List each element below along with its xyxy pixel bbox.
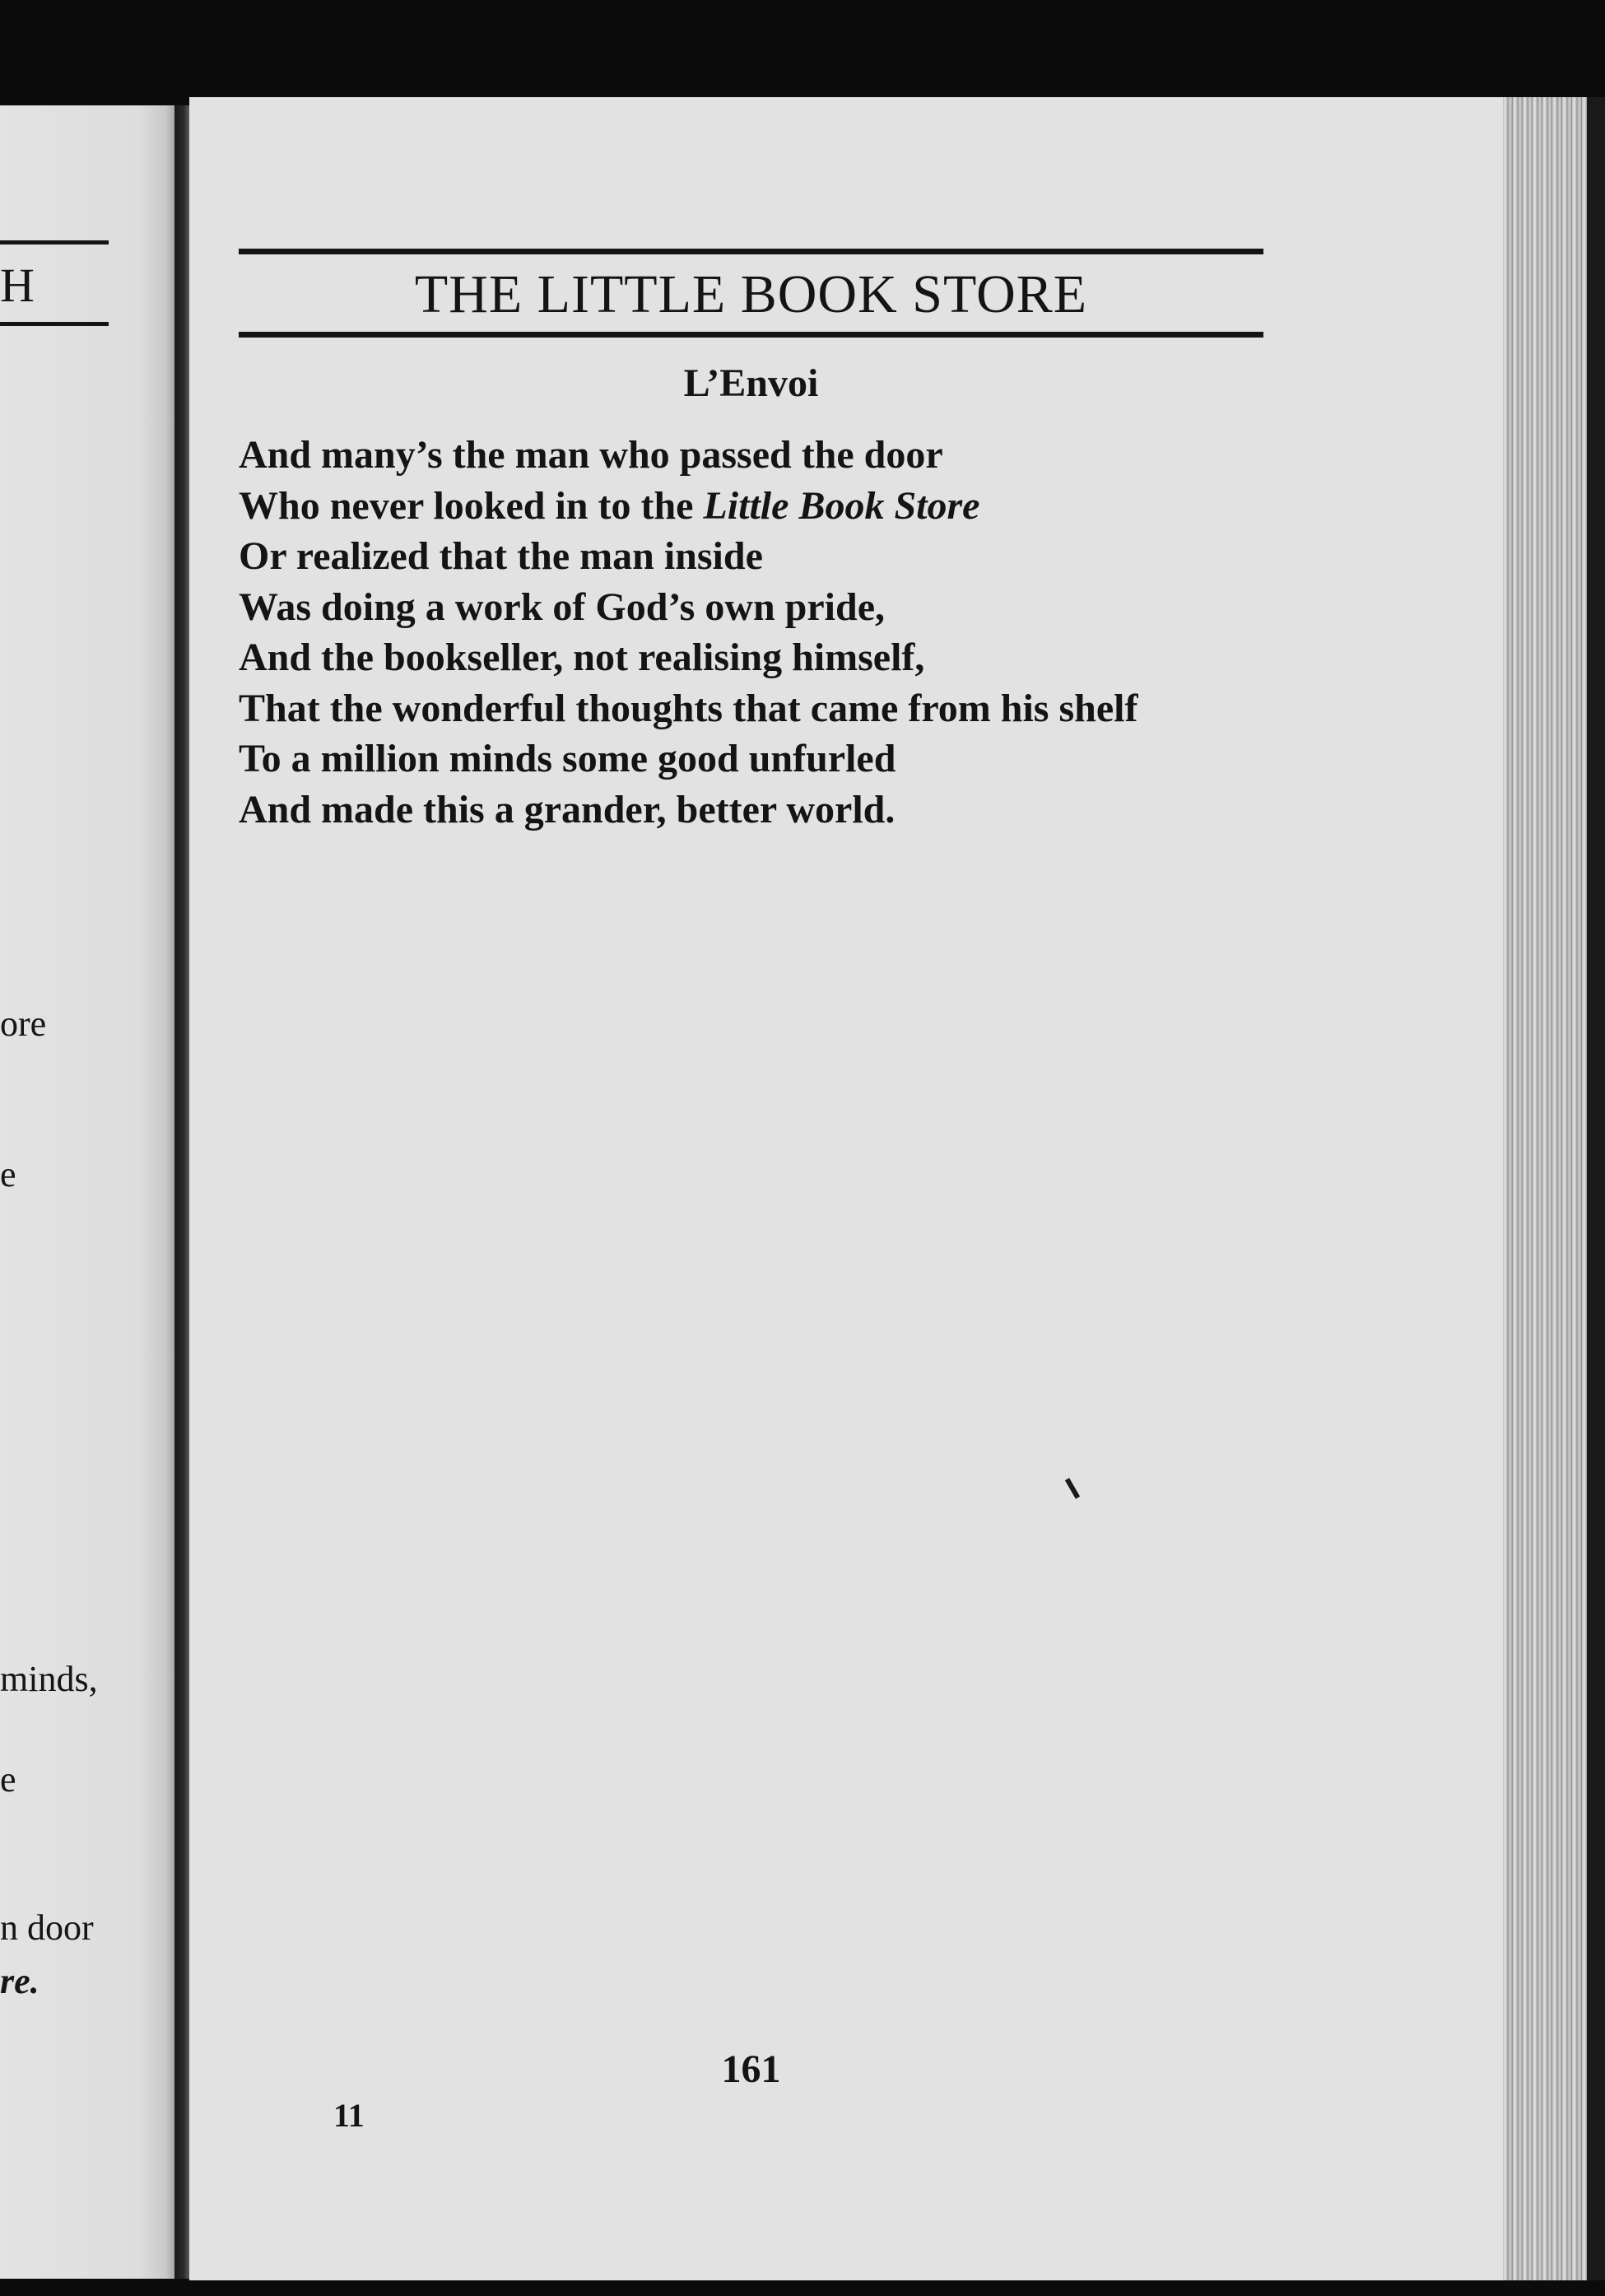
- previous-page-text-fragment: e: [0, 1154, 16, 1195]
- previous-page-bottom-rule: [0, 322, 109, 326]
- previous-page-text-fragment: e: [0, 1759, 16, 1800]
- book-page: [189, 97, 1503, 2280]
- poem-line: And the bookseller, not realising himself,: [239, 636, 925, 679]
- running-head-top-rule: [239, 249, 1263, 254]
- poem: [239, 430, 1309, 835]
- poem-line: [239, 481, 1309, 532]
- poem-line: And made this a grander, better world.: [239, 787, 896, 831]
- poem-line: That the wonderful thoughts that came from his shelf: [239, 686, 1138, 730]
- previous-page-top-rule: [0, 240, 109, 245]
- previous-page-text-fragment: n door: [0, 1907, 94, 1948]
- section-title: L’Envoi: [683, 361, 819, 405]
- poem-line: And many’s the man who passed the door: [239, 433, 943, 477]
- running-head: THE LITTLE BOOK STORE: [414, 264, 1088, 324]
- previous-page: [0, 105, 174, 2279]
- poem-line: Or realized that the man inside: [239, 534, 763, 578]
- page-number: 161: [721, 2047, 781, 2091]
- previous-page-header-fragment: H: [0, 258, 35, 312]
- book-title-italic: Little Book Store: [703, 483, 980, 528]
- previous-page-italic-fragment: re.: [0, 1961, 40, 2001]
- page-edges: [1503, 97, 1605, 2280]
- poem-line: To a million minds some good unfurled: [239, 737, 896, 780]
- poem-line: Was doing a work of God’s own pride,: [239, 584, 886, 629]
- previous-page-text-fragment: ore: [0, 1004, 47, 1044]
- previous-page-text-fragment: minds,: [0, 1659, 98, 1699]
- signature-mark: 11: [333, 2097, 365, 2134]
- running-head-bottom-rule: [239, 332, 1263, 338]
- book-gutter: [174, 105, 189, 2279]
- poem-line-text: Who never looked in to the: [239, 483, 704, 528]
